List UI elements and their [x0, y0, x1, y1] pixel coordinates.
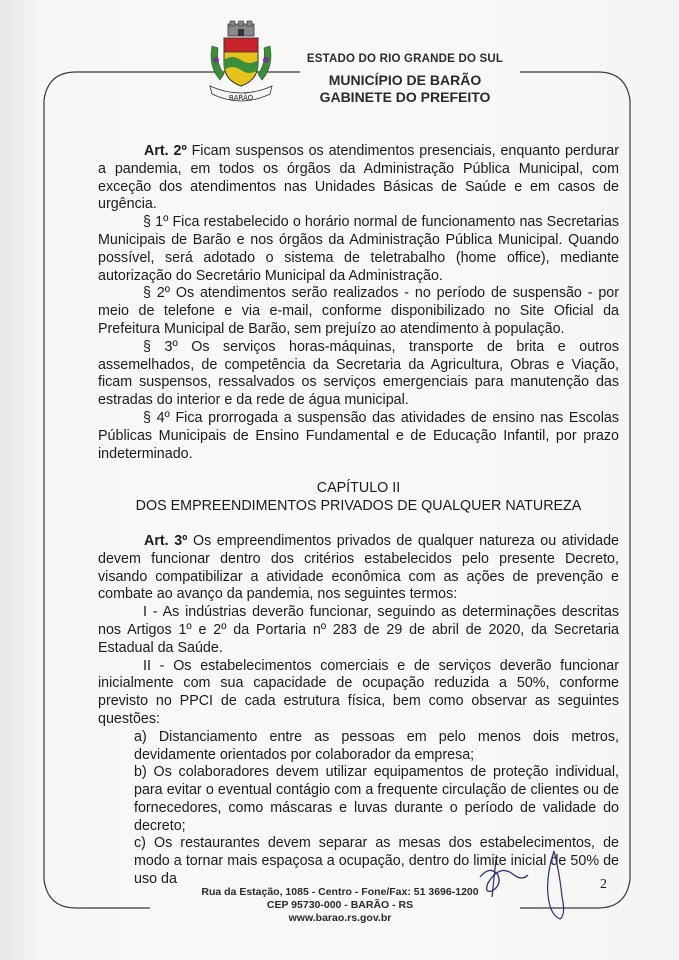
item-c: c) Os restaurantes devem separar as mesas dos estabelecimentos, de modo a tornar mais espaçosa a ocupação, dentro do limite inicial de 50% de uso da — [134, 835, 619, 888]
article-2-paragraph — [98, 143, 619, 214]
page-number: 2 — [600, 877, 607, 892]
header-state-name: ESTADO DO RIO GRANDE DO SUL — [306, 53, 504, 65]
municipal-coat-of-arms-logo — [206, 20, 276, 110]
footer-address-block — [150, 886, 530, 925]
decree-body — [98, 143, 619, 889]
header-municipality: MUNICÍPIO DE BARÃO — [328, 72, 482, 88]
article-2-section-2: § 2º Os atendimentos serão realizados - no período de suspensão - por meio de telefone e via e-mail, conforme disponibilizado no Site Oficial da Prefeitura Municipal de Barão, sem prejuízo ao atendimento à população. — [98, 285, 619, 337]
article-2-section-3: § 3º Os serviços horas-máquinas, transporte de brita e outros assemelhados, de competência da Secretaria da Agricultura, Obras e Viação, ficam suspensos, ressalvados os serviços emergenciais para manutenção das estradas do interior e da rede de água municipal. — [98, 338, 619, 409]
item-b: b) Os colaboradores devem utilizar equipamentos de proteção individual, para evitar o eventual contágio com a frequente circulação de clientes ou de fornecedores, como máscaras e luvas durante o período de validade do decreto; — [134, 764, 619, 834]
article-2-label: Art. 2º — [144, 143, 187, 159]
footer-cep: CEP 95730-000 - BARÃO - RS — [266, 899, 414, 911]
chapter-title: DOS EMPREENDIMENTOS PRIVADOS DE QUALQUER NATUREZA — [135, 498, 582, 515]
article-3-paragraph — [98, 533, 619, 604]
article-2-section-4: § 4º Fica prorrogada a suspensão das atividades de ensino nas Escolas Públicas Municipais de Ensino Fundamental e de Educação Infantil, por prazo indeterminado. — [98, 409, 619, 462]
article-3-item-i: I - As indústrias deverão funcionar, seguindo as determinações descritas nos Artigos 1º e 2º da Portaria nº 283 de 29 de abril de 2020, da Secretaria Estadual da Saúde. — [98, 604, 619, 656]
item-a: a) Distanciamento entre as pessoas em pelo menos dois metros, devidamente orientados por colaborador da empresa; — [134, 728, 619, 763]
footer-address: Rua da Estação, 1085 - Centro - Fone/Fax: 51 3696-1200 — [201, 886, 479, 898]
article-3-item-ii: II - Os estabelecimentos comerciais e de serviços deverão funcionar inicialmente com sua capacidade de ocupação reduzida a 50%, conforme previsto no PPCI de cada estrutura física, bem como observar as seguintes questões: — [98, 657, 619, 727]
article-3-text: Os empreendimentos privados de qualquer natureza ou atividade devem funcionar dentro dos critérios estabelecidos pelo presente Decreto, visando compatibilizar a atividade econômica com as ações de prevenção e combate ao avanço da pandemia, nos seguintes termos: — [98, 532, 619, 603]
footer-website: www.barao.rs.gov.br — [288, 912, 392, 924]
header-cabinet: GABINETE DO PREFEITO — [319, 89, 491, 105]
chapter-number: CAPÍTULO II — [316, 480, 401, 497]
article-3-label: Art. 3º — [144, 532, 188, 549]
article-2-section-1: § 1º Fica restabelecido o horário normal de funcionamento nas Secretarias Municipais de Barão e nos órgãos da Administração Pública Municipal. Quando possível, será adotado o sistema de teletrabalho (home office), mediante autorização do Secretário Municipal da Administração. — [98, 214, 619, 284]
article-2-text: Ficam suspensos os atendimentos presenciais, enquanto perdurar a pandemia, em todos os órgãos da Administração Pública Municipal, com exceção dos atendimentos nas Unidades Básicas de Saúde e em casos de urgência. — [98, 143, 619, 213]
coat-ribbon-text: BARÃO — [228, 94, 254, 102]
